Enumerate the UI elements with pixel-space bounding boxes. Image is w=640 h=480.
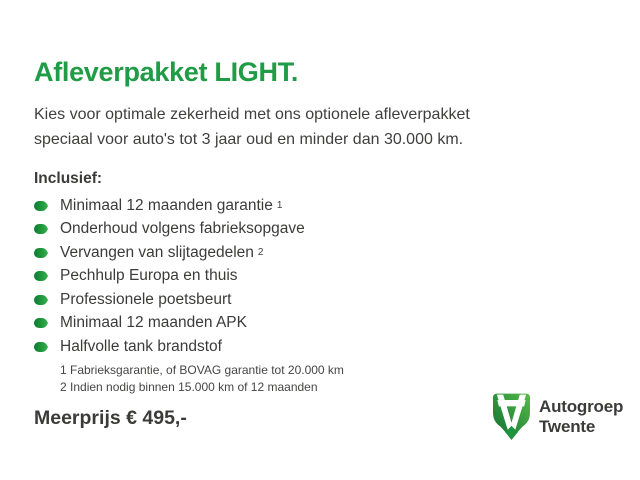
intro-line-2: speciaal voor auto's tot 3 jaar oud en minder dan 30.000 km. — [34, 131, 464, 148]
footnote-line: 2 Indien nodig binnen 15.000 km of 12 maanden — [60, 379, 318, 394]
benefits-list — [34, 194, 610, 359]
arrow-bullet-icon — [34, 318, 48, 328]
benefit-item — [34, 218, 610, 242]
footnotes — [60, 362, 610, 396]
benefit-label: Onderhoud volgens fabrieksopgave — [60, 220, 305, 238]
benefit-item: Minimaal 12 maanden garantie 1 — [34, 194, 610, 218]
benefit-item — [34, 335, 610, 359]
arrow-bullet-icon — [34, 295, 48, 305]
logo-wordmark — [539, 392, 623, 437]
benefit-label: Pechhulp Europa en thuis — [60, 267, 238, 285]
benefit-item: Vervangen van slijtagedelen 2 — [34, 241, 610, 265]
benefit-item — [34, 265, 610, 289]
flyer-page — [34, 56, 610, 430]
intro-text — [34, 102, 610, 152]
arrow-bullet-icon — [34, 248, 48, 258]
benefit-item — [34, 288, 610, 312]
intro-line-1: Kies voor optimale zekerheid met ons optionele afleverpakket — [34, 106, 470, 123]
arrow-bullet-icon — [34, 224, 48, 234]
benefit-label: Minimaal 12 maanden garantie — [60, 196, 273, 214]
arrow-bullet-icon — [34, 342, 48, 352]
benefit-label: Professionele poetsbeurt — [60, 290, 232, 308]
logo-shield-icon — [492, 392, 531, 445]
list-heading: Inclusief: — [34, 170, 103, 187]
page-title: Afleverpakket LIGHT. — [34, 57, 299, 87]
logo-name-line2: Twente — [539, 417, 596, 436]
benefit-label: Halfvolle tank brandstof — [60, 337, 222, 355]
logo-name-line1: Autogroep — [539, 397, 624, 416]
company-logo — [492, 392, 623, 445]
benefit-label: Minimaal 12 maanden APK — [60, 314, 247, 332]
benefit-item — [34, 312, 610, 336]
arrow-bullet-icon — [34, 271, 48, 281]
footnote-line: 1 Fabrieksgarantie, of BOVAG garantie tot 20.000 km — [60, 362, 344, 377]
price-text: Meerprijs € 495,- — [34, 406, 187, 429]
arrow-bullet-icon — [34, 201, 48, 211]
benefit-label: Vervangen van slijtagedelen — [60, 243, 254, 261]
